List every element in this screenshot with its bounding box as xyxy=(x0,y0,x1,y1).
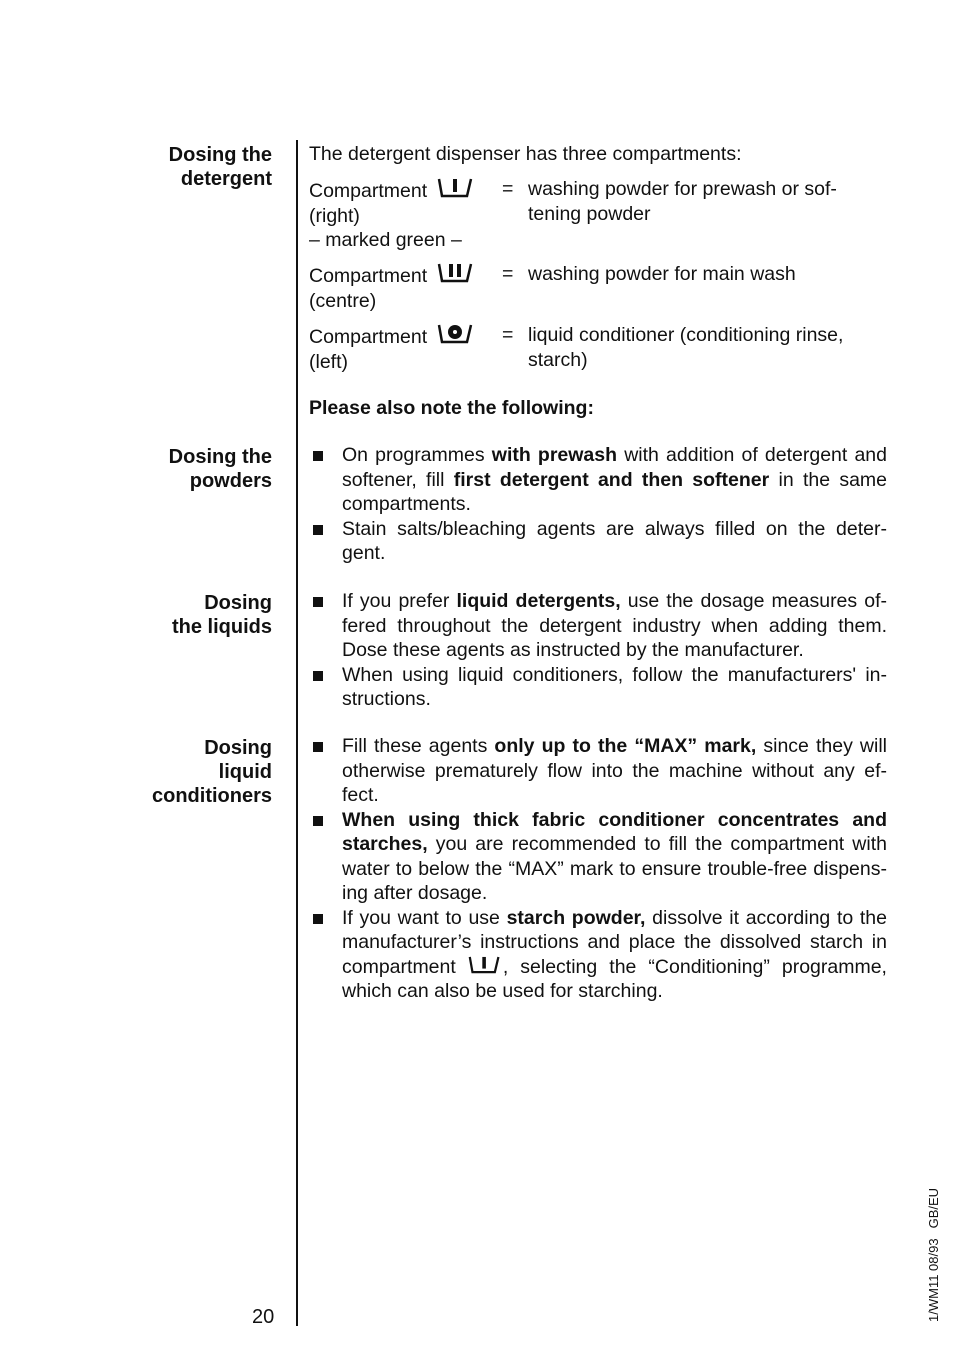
heading-line: liquid xyxy=(218,761,272,783)
heading-line: Dosing xyxy=(204,592,272,614)
compartment-position: (right) xyxy=(309,204,360,227)
equals-sign: = xyxy=(502,324,514,346)
list-item xyxy=(309,443,887,517)
side-heading-dosing-powders xyxy=(169,445,272,493)
bullet-text: with addition of detergent and softener, fill xyxy=(342,444,887,491)
list-item xyxy=(309,663,887,712)
document-code-part: GB/EU xyxy=(926,1187,941,1229)
bullet-text: dissolve it according to the manufacturer’s instructions and place the dissolved starch in compartment xyxy=(342,906,887,978)
bullet-square-icon xyxy=(313,597,323,607)
bullet-square-icon xyxy=(313,671,323,681)
bullet-list-liquids xyxy=(309,589,887,712)
list-item xyxy=(309,734,887,808)
bullet-text: you are recommended to fill the compartment with water to below the “MAX” mark to ensure trouble-free dispens-ing after dosage. xyxy=(342,833,887,904)
heading-line: Dosing the xyxy=(168,144,272,166)
bullet-text: since they will otherwise prematurely flow into the machine without any ef-fect. xyxy=(342,735,887,806)
heading-line: powders xyxy=(189,470,272,492)
document-code-part: 1/WM11 08/93 xyxy=(926,1238,941,1322)
column-divider xyxy=(296,140,298,1326)
bullet-text: Stain salts/bleaching agents are always filled on the deter-gent. xyxy=(342,517,887,564)
heading-line: detergent xyxy=(180,168,272,190)
bullet-text: On programmes xyxy=(342,444,492,466)
side-heading-dosing-conditioners xyxy=(152,736,272,808)
bullet-square-icon xyxy=(313,742,323,752)
bullet-emphasis: liquid detergents, xyxy=(456,590,621,612)
bullet-text: use the dosage measures of-fered throughout the detergent industry when adding them. Dose these agents as instructed by the manufacturer. xyxy=(342,590,887,661)
heading-line: Dosing the xyxy=(168,446,272,468)
compartment-flower-icon xyxy=(437,323,475,345)
bullet-text: If you want to use xyxy=(342,906,507,929)
compartment-label xyxy=(309,323,504,374)
compartment-description: washing powder for main wash xyxy=(528,263,796,285)
heading-line: the liquids xyxy=(172,616,272,638)
intro-text: The detergent dispenser has three compartments: xyxy=(309,143,742,165)
list-item xyxy=(309,517,887,566)
bullet-emphasis: with prewash xyxy=(491,444,618,466)
compartment-description: liquid conditioner (conditioning rinse, starch) xyxy=(528,324,844,371)
document-code xyxy=(926,1172,941,1322)
compartment-position: (centre) xyxy=(309,289,377,312)
bullet-text: Fill these agents xyxy=(342,735,495,757)
bullet-emphasis: first detergent and then softener xyxy=(453,468,770,491)
compartment-I-icon xyxy=(468,955,502,975)
compartment-I-icon xyxy=(437,177,475,199)
bullet-list-conditioners xyxy=(309,734,887,1004)
note-heading: Please also note the following: xyxy=(309,397,594,419)
bullet-list-powders xyxy=(309,443,887,566)
list-item xyxy=(309,906,887,1004)
list-item xyxy=(309,589,887,663)
side-heading-dosing-liquids xyxy=(172,591,272,639)
compartment-II-icon xyxy=(437,262,475,284)
bullet-emphasis: only up to the “MAX” mark, xyxy=(494,735,757,757)
compartment-word: Compartment xyxy=(309,180,428,202)
equals-sign: = xyxy=(502,178,514,200)
bullet-text: in the same compartments. xyxy=(342,468,887,515)
bullet-square-icon xyxy=(313,914,323,924)
bullet-square-icon xyxy=(313,451,323,461)
compartment-label xyxy=(309,262,504,313)
compartment-word: Compartment xyxy=(309,326,428,348)
equals-sign: = xyxy=(502,263,514,285)
bullet-text: , selecting the “Conditioning” programme, which can also be used for starching. xyxy=(342,955,887,1002)
bullet-emphasis: starch powder, xyxy=(506,906,646,929)
compartment-position: (left) xyxy=(309,350,348,373)
side-heading-dosing-detergent xyxy=(169,143,272,191)
compartment-description: washing powder for prewash or sof-tening powder xyxy=(528,178,837,225)
bullet-square-icon xyxy=(313,525,323,535)
bullet-text: If you prefer xyxy=(342,590,457,612)
bullet-square-icon xyxy=(313,816,323,826)
compartment-marking: – marked green – xyxy=(309,229,462,251)
compartment-word: Compartment xyxy=(309,265,428,287)
list-item xyxy=(309,808,887,906)
heading-line: Dosing xyxy=(204,737,272,759)
bullet-emphasis: When using thick fabric conditioner concentrates and starches, xyxy=(342,808,887,855)
heading-line: conditioners xyxy=(151,785,272,807)
bullet-text: When using liquid conditioners, follow the manufacturers' in-structions. xyxy=(342,663,887,710)
compartment-label xyxy=(309,177,504,253)
page-number: 20 xyxy=(252,1306,275,1328)
